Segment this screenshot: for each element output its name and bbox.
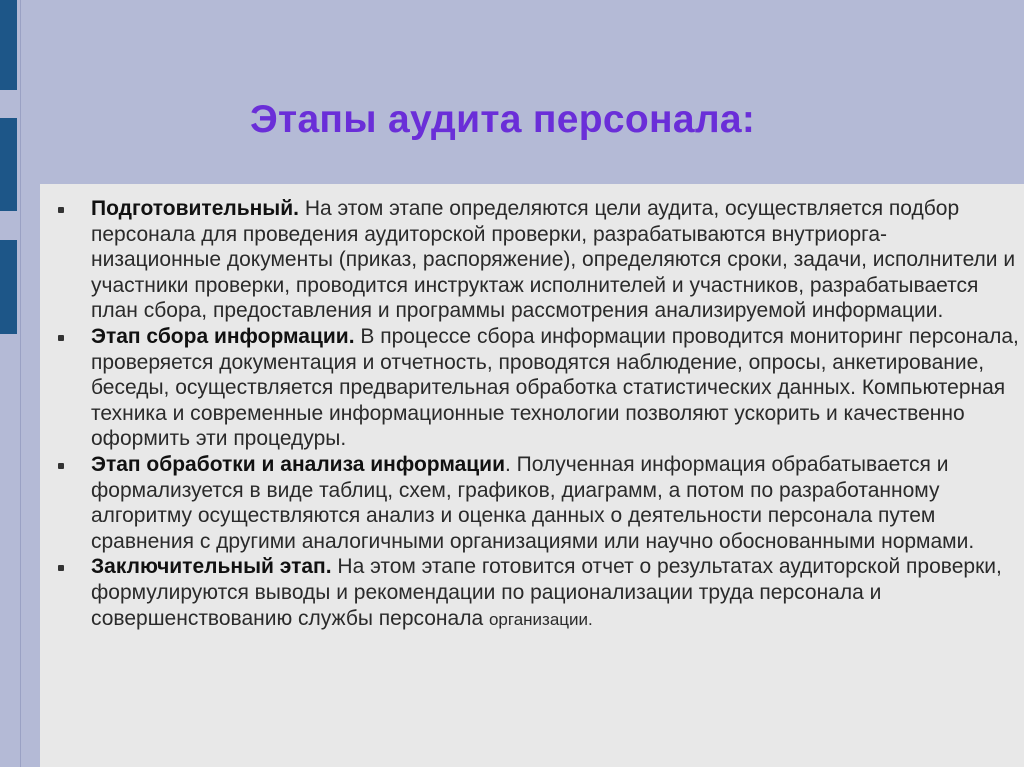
item-text: На этом этапе определяются цели аудита, осуществляется подбор персонала для проведения аудиторской проверки, разрабатываются внутриорга- низационные документы (приказ, распоряжение), определяются сроки, задачи, исполнители и участники проверки, проводится инструктаж исполнителей и участников, разрабатывается план сбора, предоставления и программы рассмотрения анализируемой информации. (91, 197, 1016, 323)
item-lead: Заключительный этап. (91, 555, 332, 579)
slide-content (40, 184, 1024, 767)
bullet-icon (58, 335, 64, 341)
item-lead: Этап сбора информации. (91, 324, 355, 348)
list-item (40, 554, 1024, 632)
item-text: На этом этапе готовится отчет о результатах аудиторской проверки, формулируются выводы и рекомендации по рационализации труда персонала и совершенствованию службы персонала (91, 555, 1002, 630)
decor-bar-top (0, 0, 17, 90)
list-item (40, 324, 1024, 452)
decor-bar-bottom (0, 240, 17, 334)
bullet-list (40, 196, 1024, 632)
item-text: . Полученная информация обрабатывается и формализуется в виде таблиц, схем, графиков, диаграмм, а потом по разработанному алгоритму осуществляются анализ и оценка данных о деятельности персонала путем сравнения с другими аналогичными организациями или научно обоснованными нормами. (91, 452, 975, 553)
bullet-icon (58, 207, 64, 213)
bullet-icon (58, 565, 64, 571)
decor-strip (20, 0, 21, 767)
item-tail: организации. (488, 609, 593, 629)
list-item (40, 452, 1024, 554)
item-lead: Этап обработки и анализа информации (91, 452, 505, 476)
list-item (40, 196, 1024, 324)
item-lead: Подготовительный. (91, 197, 299, 220)
slide-title: Этапы аудита персонала: (250, 98, 756, 141)
decor-bar-middle (0, 118, 17, 211)
bullet-icon (58, 463, 64, 469)
item-text: В процессе сбора информации проводится мониторинг персонала, проверяется документация и отчетность, проводятся наблюдение, опросы, анкетирование, беседы, осуществляется предварительная обработка статистических данных. Компьютерная техника и современные информационные технологии позволяют ускорить и качественно оформить эти процедуры. (91, 324, 1019, 451)
